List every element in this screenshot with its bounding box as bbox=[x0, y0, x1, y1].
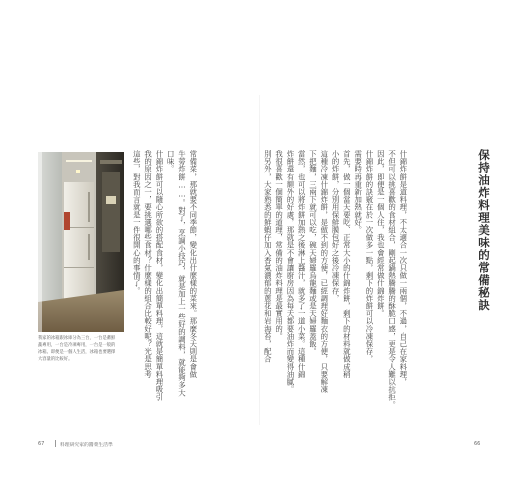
section-title: 保持油炸料理美味的常備秘訣 bbox=[477, 149, 491, 312]
body-paragraph: 什錦炸餅可以隨心所欲的搭配食材，變化出簡單料理，這就是簡單料理吸引 bbox=[154, 150, 164, 401]
body-paragraph: 什錦炸餅的訣竅在於一次做多一點，剩下的炸餅可以冷凍保存， bbox=[364, 150, 374, 363]
page-number-left: 67 bbox=[38, 441, 45, 447]
body-paragraph: 炸餅還有額外的好處，那就是不會讓廚房因為每天都要油炸而變得油膩。 bbox=[285, 150, 295, 394]
body-paragraph: 我很喜歡一個簡單的道理，常備的油炸料理是最實用的。 bbox=[274, 150, 284, 340]
kitchen-refrigerator-photo bbox=[38, 152, 124, 332]
body-paragraph: 當然，也可以將炸餅加熱之後淋上醬汁，就多了一道小菜。這種什錦 bbox=[297, 150, 307, 378]
photo-caption bbox=[38, 335, 130, 363]
page-gutter bbox=[259, 95, 260, 425]
body-paragraph: 別另外，大家熟悉的鮮蝦仔加入香氣濃郁的蔥花和岩海苔，配合 bbox=[263, 150, 273, 363]
body-paragraph: 這些，對我而言就是一件很開心的事情了。 bbox=[132, 150, 142, 295]
left-page-body-text bbox=[131, 150, 199, 401]
right-page-body-text bbox=[262, 150, 409, 409]
caption-line: 蔬專用，一台是冷凍專用，一台是一般的 bbox=[38, 343, 116, 348]
page-number-right: 66 bbox=[474, 441, 481, 447]
body-paragraph: 因此，即便是一個人住，我也會經常做什錦炸餅。 bbox=[376, 150, 386, 318]
body-paragraph: 這種冷凍什錦炸餅，是做不到的方便，已經調理好麵衣的方便，只要解凍 bbox=[319, 150, 329, 394]
body-paragraph: 口味。 bbox=[166, 150, 176, 173]
caption-line: 大容量的比較好。 bbox=[38, 357, 73, 362]
body-paragraph: 我的原因之一，要挑選哪些食材？什麼樣的組合比較好呢？光是思考 bbox=[143, 150, 153, 378]
body-paragraph: 牛蒡炸餅……。對了，烹調小技巧，就是加上一些好的調料，就能夠多大 bbox=[177, 150, 187, 397]
body-paragraph: 小的炸餅，分別用保鮮膜包好之後冷凍保存， bbox=[331, 150, 341, 302]
body-paragraph: 首先，做一個當天要吃、正常大小的什錦炸餅，剩下的材料就做成稍 bbox=[342, 150, 352, 378]
caption-line: 我家的冰箱跟冰庫分為三台，一台是蓄鮮 bbox=[38, 336, 116, 341]
body-paragraph: 下把麵，三兩下就可以吃，碗天婦羅烏龍麵或是天婦羅蓋飯。 bbox=[308, 150, 318, 356]
caption-line: 冰箱。即便是一個人生活，冰箱也要選擇 bbox=[38, 350, 116, 355]
body-paragraph: 需要時再重新加熱就好。 bbox=[353, 150, 363, 234]
body-paragraph: 常備菜，那就要不同季節，變化出什麼樣的菜來。那麼冬天則是會做 bbox=[188, 150, 198, 378]
running-head: 料理研究家的醬菜生活學 bbox=[60, 443, 113, 448]
body-paragraph: 什錦炸餅是道料理，不太適合一次只做一兩個，不過，自己在家料理， bbox=[398, 150, 408, 386]
footer-divider bbox=[55, 440, 56, 447]
body-paragraph: 不但可以挑喜歡的食材組合，剛起鍋熱騰騰的酥脆口感，更是令人難以抗拒。 bbox=[387, 150, 397, 409]
